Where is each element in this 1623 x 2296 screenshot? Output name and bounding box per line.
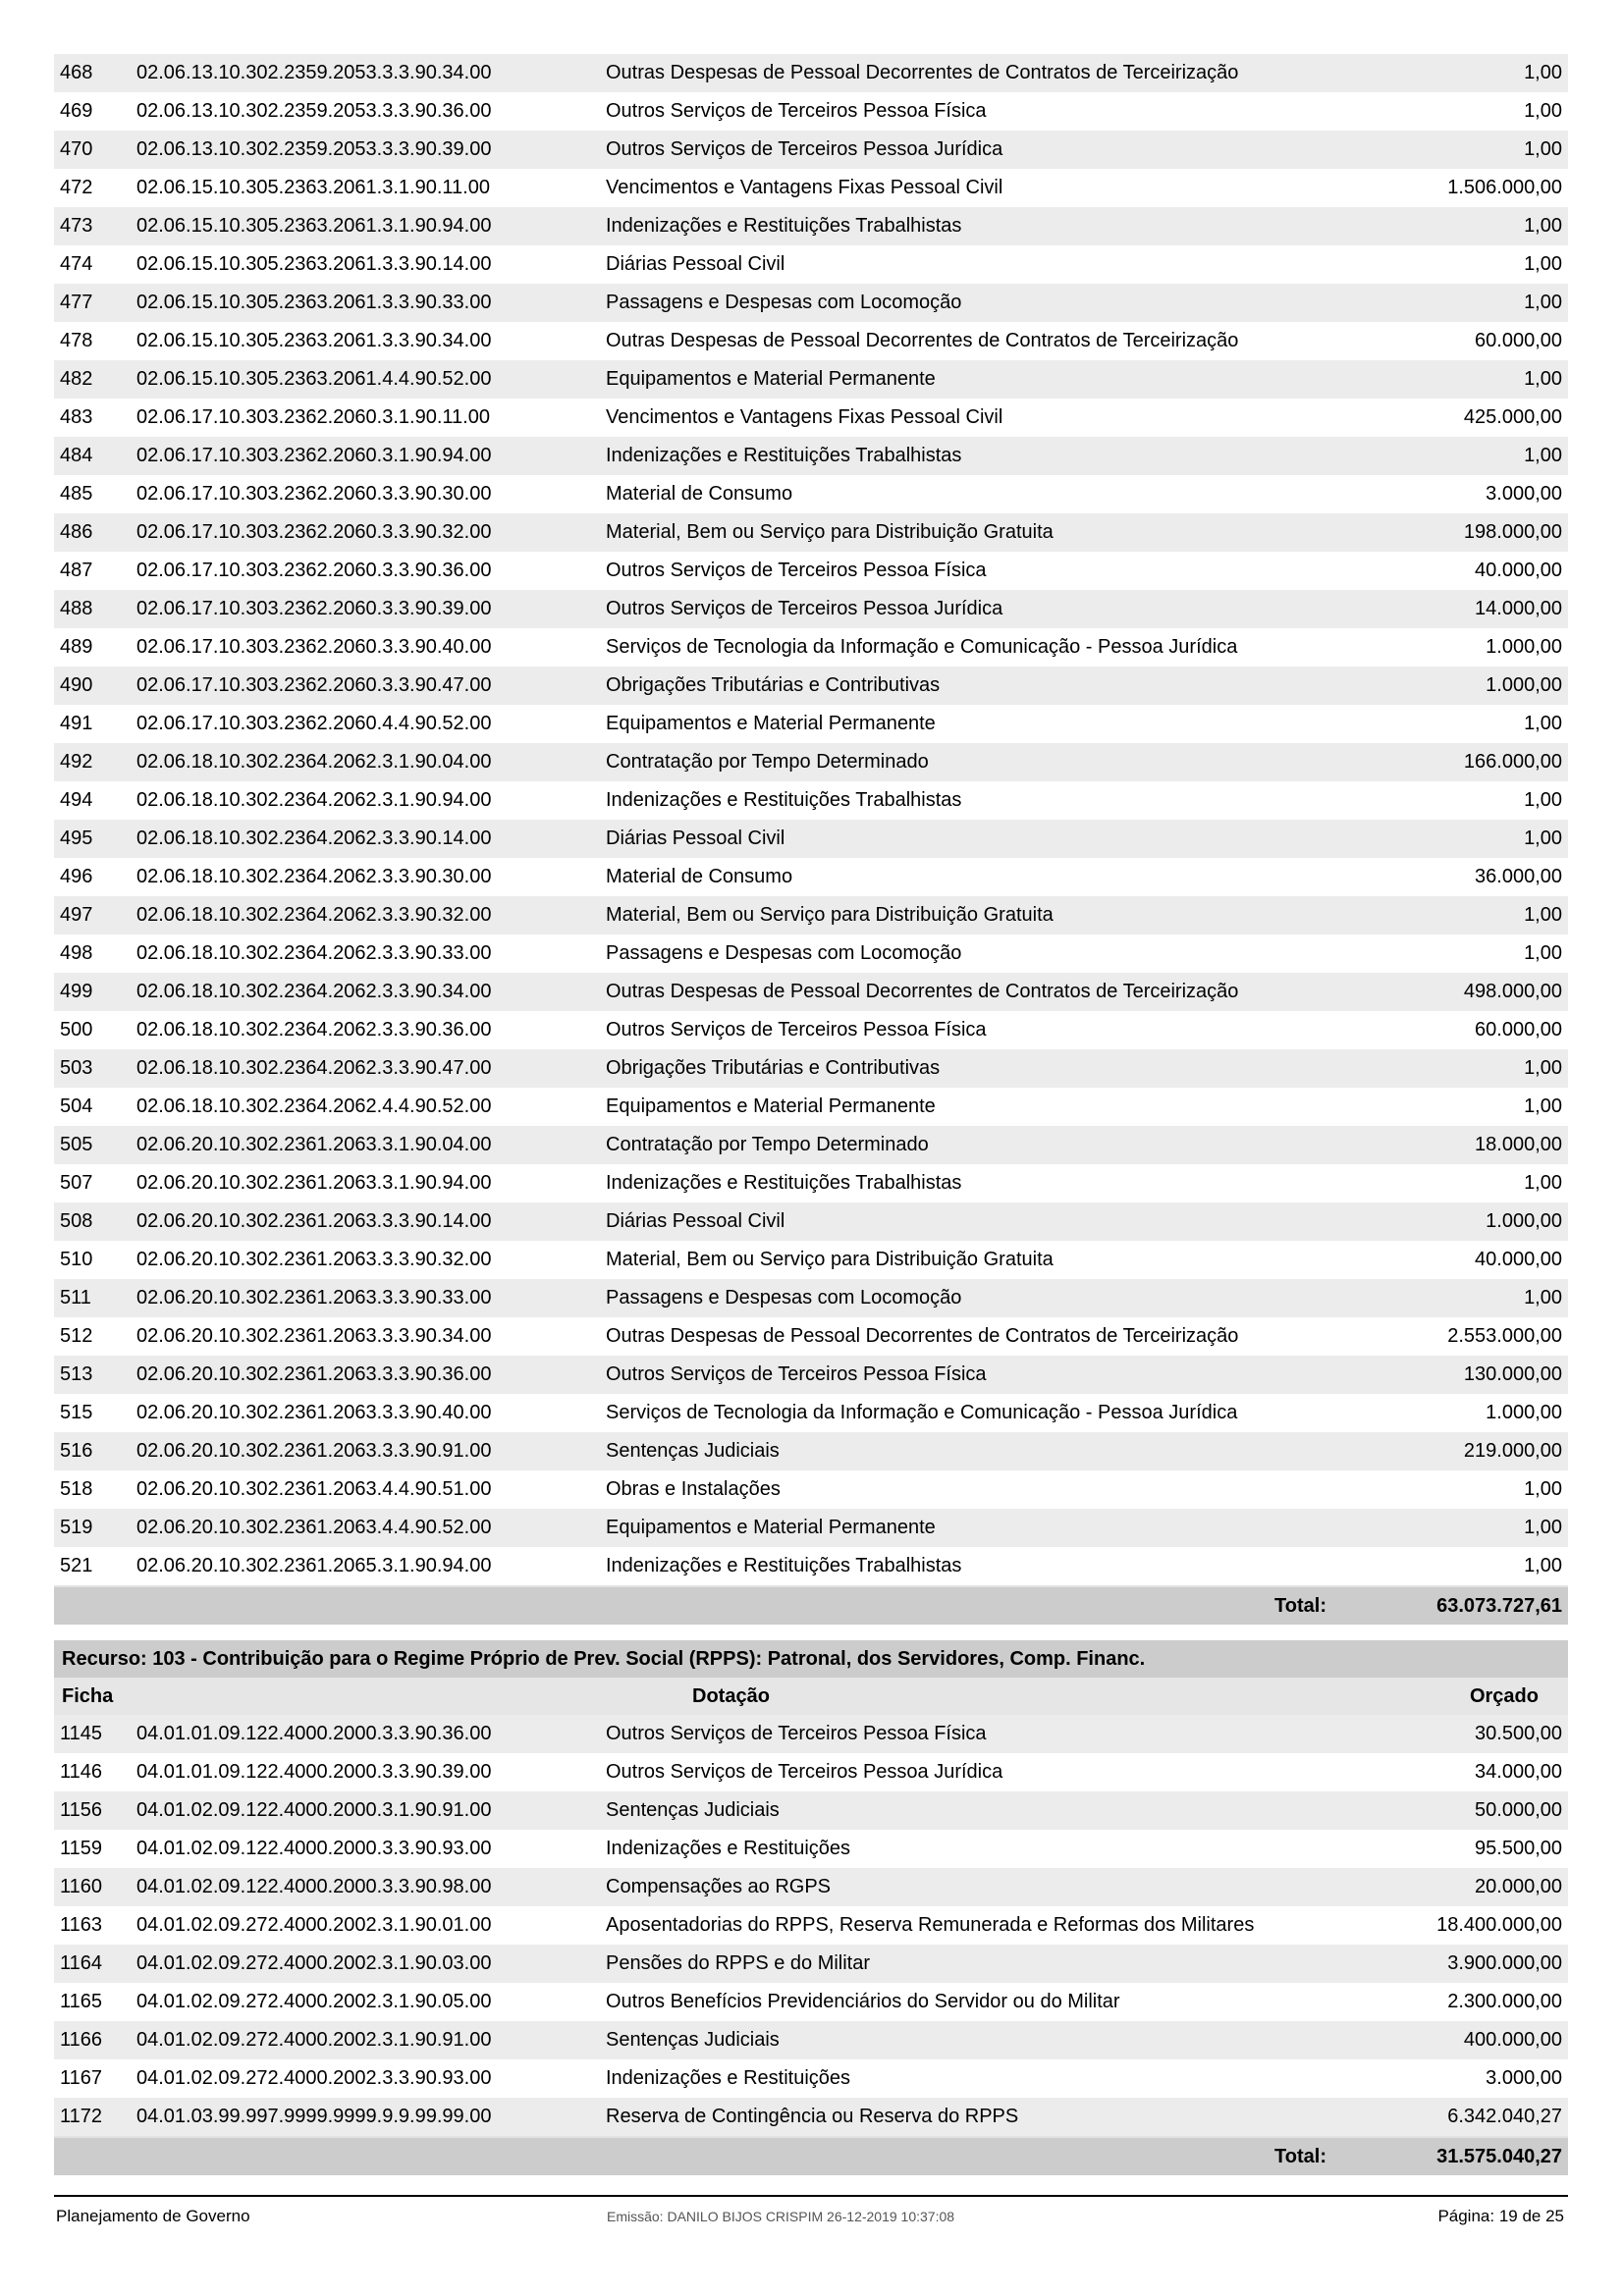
row-ficha: 513 [54,1356,136,1394]
row-dotacao-code: 02.06.17.10.303.2362.2060.4.4.90.52.00 [136,705,606,743]
row-ficha: 483 [54,399,136,437]
header-dotacao: Dotação [692,1685,770,1707]
row-dotacao-code: 04.01.02.09.122.4000.2000.3.1.90.91.00 [136,1791,606,1830]
table-row [54,1202,1568,1241]
total-label: Total: [1274,2146,1326,2167]
row-ficha: 1146 [54,1753,136,1791]
table-row [54,1049,1568,1088]
table-row [54,2059,1568,2098]
section1-total-bar [54,1585,1568,1625]
row-description: Material de Consumo [606,858,1391,896]
row-dotacao-code: 02.06.13.10.302.2359.2053.3.3.90.34.00 [136,54,606,92]
row-dotacao-code: 02.06.17.10.303.2362.2060.3.1.90.94.00 [136,437,606,475]
row-description: Indenizações e Restituições [606,2059,1391,2098]
row-description: Equipamentos e Material Permanente [606,1088,1391,1126]
row-ficha: 485 [54,475,136,513]
row-description: Outros Serviços de Terceiros Pessoa Jurídica [606,590,1391,628]
row-dotacao-code: 02.06.18.10.302.2364.2062.3.3.90.34.00 [136,973,606,1011]
row-value: 1,00 [1391,245,1568,284]
row-description: Equipamentos e Material Permanente [606,360,1391,399]
row-dotacao-code: 02.06.18.10.302.2364.2062.4.4.90.52.00 [136,1088,606,1126]
row-dotacao-code: 04.01.01.09.122.4000.2000.3.3.90.39.00 [136,1753,606,1791]
row-value: 425.000,00 [1391,399,1568,437]
row-description: Indenizações e Restituições Trabalhistas [606,207,1391,245]
row-value: 14.000,00 [1391,590,1568,628]
row-ficha: 508 [54,1202,136,1241]
row-description: Obrigações Tributárias e Contributivas [606,1049,1391,1088]
recurso-header: Recurso: 103 - Contribuição para o Regime Próprio de Prev. Social (RPPS): Patronal, dos Servidores, Comp. Financ. [54,1640,1568,1678]
row-dotacao-code: 02.06.15.10.305.2363.2061.3.3.90.14.00 [136,245,606,284]
table-row [54,1983,1568,2021]
table-row [54,667,1568,705]
row-description: Diárias Pessoal Civil [606,1202,1391,1241]
total-value: 63.073.727,61 [1436,1595,1562,1617]
row-dotacao-code: 02.06.18.10.302.2364.2062.3.1.90.04.00 [136,743,606,781]
row-value: 20.000,00 [1391,1868,1568,1906]
row-description: Indenizações e Restituições [606,1830,1391,1868]
footer-emission: Emissão: DANILO BIJOS CRISPIM 26-12-2019 10:37:08 [607,2209,955,2224]
row-value: 50.000,00 [1391,1791,1568,1830]
row-value: 1,00 [1391,92,1568,131]
table-row [54,628,1568,667]
row-dotacao-code: 04.01.02.09.272.4000.2002.3.3.90.93.00 [136,2059,606,2098]
row-ficha: 518 [54,1470,136,1509]
row-dotacao-code: 02.06.20.10.302.2361.2063.3.3.90.33.00 [136,1279,606,1317]
row-ficha: 516 [54,1432,136,1470]
table-row [54,781,1568,820]
row-dotacao-code: 02.06.13.10.302.2359.2053.3.3.90.39.00 [136,131,606,169]
row-dotacao-code: 02.06.13.10.302.2359.2053.3.3.90.36.00 [136,92,606,131]
row-description: Outros Serviços de Terceiros Pessoa Física [606,92,1391,131]
row-value: 166.000,00 [1391,743,1568,781]
row-value: 95.500,00 [1391,1830,1568,1868]
row-description: Indenizações e Restituições Trabalhistas [606,781,1391,820]
row-description: Diárias Pessoal Civil [606,820,1391,858]
row-ficha: 486 [54,513,136,552]
table-row [54,1241,1568,1279]
row-description: Outros Benefícios Previdenciários do Servidor ou do Militar [606,1983,1391,2021]
row-dotacao-code: 02.06.18.10.302.2364.2062.3.1.90.94.00 [136,781,606,820]
row-dotacao-code: 02.06.20.10.302.2361.2063.3.3.90.34.00 [136,1317,606,1356]
row-dotacao-code: 04.01.03.99.997.9999.9999.9.9.99.99.00 [136,2098,606,2136]
row-value: 1,00 [1391,1164,1568,1202]
row-dotacao-code: 02.06.20.10.302.2361.2063.3.3.90.36.00 [136,1356,606,1394]
row-value: 1,00 [1391,131,1568,169]
page-footer [54,2195,1568,2225]
row-value: 3.000,00 [1391,475,1568,513]
table-row [54,552,1568,590]
row-value: 18.000,00 [1391,1126,1568,1164]
row-value: 1,00 [1391,1547,1568,1585]
row-value: 1,00 [1391,54,1568,92]
row-value: 1.506.000,00 [1391,169,1568,207]
table-row [54,1945,1568,1983]
row-ficha: 1167 [54,2059,136,2098]
row-ficha: 1159 [54,1830,136,1868]
row-value: 1,00 [1391,1509,1568,1547]
row-dotacao-code: 02.06.17.10.303.2362.2060.3.3.90.36.00 [136,552,606,590]
row-description: Indenizações e Restituições Trabalhistas [606,1164,1391,1202]
row-description: Sentenças Judiciais [606,1791,1391,1830]
table-row [54,54,1568,92]
section1-rows [54,54,1568,1585]
row-ficha: 484 [54,437,136,475]
row-value: 1,00 [1391,1279,1568,1317]
row-ficha: 511 [54,1279,136,1317]
row-description: Outros Serviços de Terceiros Pessoa Jurídica [606,131,1391,169]
row-description: Outros Serviços de Terceiros Pessoa Física [606,1356,1391,1394]
row-description: Outras Despesas de Pessoal Decorrentes de Contratos de Terceirização [606,54,1391,92]
row-value: 36.000,00 [1391,858,1568,896]
row-dotacao-code: 02.06.17.10.303.2362.2060.3.3.90.30.00 [136,475,606,513]
row-description: Pensões do RPPS e do Militar [606,1945,1391,1983]
row-value: 3.900.000,00 [1391,1945,1568,1983]
row-ficha: 490 [54,667,136,705]
table-row [54,2021,1568,2059]
row-description: Material, Bem ou Serviço para Distribuição Gratuita [606,1241,1391,1279]
row-dotacao-code: 02.06.17.10.303.2362.2060.3.1.90.11.00 [136,399,606,437]
table-row [54,360,1568,399]
row-dotacao-code: 02.06.20.10.302.2361.2063.3.3.90.32.00 [136,1241,606,1279]
table-row [54,322,1568,360]
row-ficha: 503 [54,1049,136,1088]
footer-page-number: Página: 19 de 25 [1437,2207,1564,2225]
total-value: 31.575.040,27 [1436,2146,1562,2167]
row-ficha: 491 [54,705,136,743]
row-value: 40.000,00 [1391,1241,1568,1279]
table-row [54,1715,1568,1753]
row-description: Equipamentos e Material Permanente [606,1509,1391,1547]
row-description: Compensações ao RGPS [606,1868,1391,1906]
table-row [54,1432,1568,1470]
row-description: Diárias Pessoal Civil [606,245,1391,284]
table-row [54,1830,1568,1868]
row-dotacao-code: 02.06.18.10.302.2364.2062.3.3.90.47.00 [136,1049,606,1088]
row-value: 1,00 [1391,1088,1568,1126]
row-value: 1,00 [1391,284,1568,322]
row-description: Obras e Instalações [606,1470,1391,1509]
row-ficha: 494 [54,781,136,820]
row-dotacao-code: 02.06.20.10.302.2361.2063.3.3.90.14.00 [136,1202,606,1241]
row-value: 400.000,00 [1391,2021,1568,2059]
table-row [54,1164,1568,1202]
table-row [54,1470,1568,1509]
row-description: Aposentadorias do RPPS, Reserva Remunerada e Reformas dos Militares [606,1906,1391,1945]
table-row [54,131,1568,169]
row-dotacao-code: 04.01.02.09.122.4000.2000.3.3.90.93.00 [136,1830,606,1868]
row-description: Sentenças Judiciais [606,1432,1391,1470]
section1-table [54,54,1568,1585]
row-ficha: 1160 [54,1868,136,1906]
footer-department: Planejamento de Governo [56,2207,250,2225]
table-row [54,1753,1568,1791]
row-ficha: 1163 [54,1906,136,1945]
row-value: 3.000,00 [1391,2059,1568,2098]
row-dotacao-code: 02.06.15.10.305.2363.2061.3.3.90.34.00 [136,322,606,360]
row-dotacao-code: 02.06.15.10.305.2363.2061.3.1.90.94.00 [136,207,606,245]
row-dotacao-code: 04.01.02.09.272.4000.2002.3.1.90.01.00 [136,1906,606,1945]
row-description: Material, Bem ou Serviço para Distribuição Gratuita [606,896,1391,934]
row-ficha: 487 [54,552,136,590]
row-ficha: 469 [54,92,136,131]
table-row [54,1394,1568,1432]
report-page [54,54,1568,2175]
row-dotacao-code: 02.06.20.10.302.2361.2063.3.1.90.04.00 [136,1126,606,1164]
table-row [54,437,1568,475]
row-dotacao-code: 04.01.02.09.272.4000.2002.3.1.90.03.00 [136,1945,606,1983]
row-value: 2.300.000,00 [1391,1983,1568,2021]
row-ficha: 521 [54,1547,136,1585]
row-ficha: 477 [54,284,136,322]
row-value: 1,00 [1391,781,1568,820]
row-dotacao-code: 02.06.18.10.302.2364.2062.3.3.90.32.00 [136,896,606,934]
table-row [54,1906,1568,1945]
row-ficha: 1165 [54,1983,136,2021]
table-row [54,1011,1568,1049]
row-description: Vencimentos e Vantagens Fixas Pessoal Civil [606,169,1391,207]
row-value: 1.000,00 [1391,667,1568,705]
row-dotacao-code: 02.06.15.10.305.2363.2061.3.3.90.33.00 [136,284,606,322]
total-label: Total: [1274,1595,1326,1617]
row-value: 2.553.000,00 [1391,1317,1568,1356]
row-description: Outras Despesas de Pessoal Decorrentes de Contratos de Terceirização [606,1317,1391,1356]
table-row [54,590,1568,628]
table-row [54,973,1568,1011]
row-dotacao-code: 02.06.20.10.302.2361.2063.4.4.90.52.00 [136,1509,606,1547]
row-description: Equipamentos e Material Permanente [606,705,1391,743]
row-value: 1,00 [1391,207,1568,245]
row-description: Vencimentos e Vantagens Fixas Pessoal Civil [606,399,1391,437]
row-dotacao-code: 02.06.17.10.303.2362.2060.3.3.90.47.00 [136,667,606,705]
table-row [54,475,1568,513]
row-ficha: 470 [54,131,136,169]
row-dotacao-code: 04.01.01.09.122.4000.2000.3.3.90.36.00 [136,1715,606,1753]
table-row [54,1509,1568,1547]
row-value: 1,00 [1391,820,1568,858]
row-dotacao-code: 02.06.20.10.302.2361.2063.3.3.90.40.00 [136,1394,606,1432]
row-value: 18.400.000,00 [1391,1906,1568,1945]
row-description: Outros Serviços de Terceiros Pessoa Física [606,552,1391,590]
row-ficha: 507 [54,1164,136,1202]
row-ficha: 504 [54,1088,136,1126]
row-value: 1.000,00 [1391,1202,1568,1241]
row-value: 1,00 [1391,896,1568,934]
table-row [54,820,1568,858]
row-description: Serviços de Tecnologia da Informação e Comunicação - Pessoa Jurídica [606,1394,1391,1432]
row-value: 34.000,00 [1391,1753,1568,1791]
row-dotacao-code: 02.06.17.10.303.2362.2060.3.3.90.39.00 [136,590,606,628]
row-ficha: 1166 [54,2021,136,2059]
row-ficha: 492 [54,743,136,781]
row-description: Passagens e Despesas com Locomoção [606,1279,1391,1317]
row-value: 60.000,00 [1391,1011,1568,1049]
row-description: Contratação por Tempo Determinado [606,1126,1391,1164]
row-value: 219.000,00 [1391,1432,1568,1470]
row-dotacao-code: 04.01.02.09.272.4000.2002.3.1.90.91.00 [136,2021,606,2059]
row-description: Outros Serviços de Terceiros Pessoa Física [606,1011,1391,1049]
row-description: Outras Despesas de Pessoal Decorrentes de Contratos de Terceirização [606,973,1391,1011]
row-description: Obrigações Tributárias e Contributivas [606,667,1391,705]
row-ficha: 505 [54,1126,136,1164]
row-description: Contratação por Tempo Determinado [606,743,1391,781]
row-value: 1.000,00 [1391,1394,1568,1432]
row-description: Outros Serviços de Terceiros Pessoa Física [606,1715,1391,1753]
row-value: 1,00 [1391,360,1568,399]
row-ficha: 510 [54,1241,136,1279]
table-row [54,1547,1568,1585]
table-row [54,92,1568,131]
table-row [54,1088,1568,1126]
table-row [54,399,1568,437]
row-ficha: 472 [54,169,136,207]
table-row [54,858,1568,896]
header-orcado: Orçado [1469,1685,1539,1707]
table-row [54,1279,1568,1317]
column-header [54,1678,1568,1715]
row-ficha: 512 [54,1317,136,1356]
row-ficha: 1172 [54,2098,136,2136]
table-row [54,1791,1568,1830]
row-ficha: 468 [54,54,136,92]
table-row [54,1356,1568,1394]
row-ficha: 498 [54,934,136,973]
table-row [54,1868,1568,1906]
section2-rows [54,1715,1568,2136]
row-value: 1,00 [1391,705,1568,743]
row-dotacao-code: 02.06.20.10.302.2361.2065.3.1.90.94.00 [136,1547,606,1585]
row-description: Passagens e Despesas com Locomoção [606,284,1391,322]
row-ficha: 499 [54,973,136,1011]
row-description: Indenizações e Restituições Trabalhistas [606,1547,1391,1585]
row-description: Passagens e Despesas com Locomoção [606,934,1391,973]
row-ficha: 489 [54,628,136,667]
row-dotacao-code: 02.06.18.10.302.2364.2062.3.3.90.14.00 [136,820,606,858]
row-dotacao-code: 02.06.15.10.305.2363.2061.4.4.90.52.00 [136,360,606,399]
section2-total-bar [54,2136,1568,2175]
table-row [54,2098,1568,2136]
row-value: 40.000,00 [1391,552,1568,590]
row-ficha: 519 [54,1509,136,1547]
row-dotacao-code: 02.06.20.10.302.2361.2063.3.3.90.91.00 [136,1432,606,1470]
row-value: 130.000,00 [1391,1356,1568,1394]
row-ficha: 515 [54,1394,136,1432]
table-row [54,169,1568,207]
row-ficha: 474 [54,245,136,284]
row-dotacao-code: 02.06.17.10.303.2362.2060.3.3.90.40.00 [136,628,606,667]
row-description: Indenizações e Restituições Trabalhistas [606,437,1391,475]
row-ficha: 488 [54,590,136,628]
table-row [54,1126,1568,1164]
row-description: Sentenças Judiciais [606,2021,1391,2059]
row-dotacao-code: 02.06.20.10.302.2361.2063.3.1.90.94.00 [136,1164,606,1202]
row-dotacao-code: 04.01.02.09.122.4000.2000.3.3.90.98.00 [136,1868,606,1906]
row-dotacao-code: 02.06.18.10.302.2364.2062.3.3.90.36.00 [136,1011,606,1049]
row-ficha: 1164 [54,1945,136,1983]
row-ficha: 478 [54,322,136,360]
table-row [54,513,1568,552]
row-dotacao-code: 02.06.17.10.303.2362.2060.3.3.90.32.00 [136,513,606,552]
table-row [54,1317,1568,1356]
row-dotacao-code: 02.06.18.10.302.2364.2062.3.3.90.33.00 [136,934,606,973]
table-row [54,207,1568,245]
row-value: 30.500,00 [1391,1715,1568,1753]
table-row [54,245,1568,284]
row-value: 1,00 [1391,437,1568,475]
row-description: Reserva de Contingência ou Reserva do RPPS [606,2098,1391,2136]
row-value: 6.342.040,27 [1391,2098,1568,2136]
header-ficha: Ficha [62,1685,114,1707]
section2-table [54,1715,1568,2136]
row-ficha: 500 [54,1011,136,1049]
row-value: 1.000,00 [1391,628,1568,667]
row-dotacao-code: 02.06.15.10.305.2363.2061.3.1.90.11.00 [136,169,606,207]
row-value: 198.000,00 [1391,513,1568,552]
row-dotacao-code: 04.01.02.09.272.4000.2002.3.1.90.05.00 [136,1983,606,2021]
table-row [54,934,1568,973]
row-ficha: 497 [54,896,136,934]
row-value: 60.000,00 [1391,322,1568,360]
row-ficha: 495 [54,820,136,858]
table-row [54,896,1568,934]
row-value: 1,00 [1391,934,1568,973]
row-ficha: 482 [54,360,136,399]
row-description: Serviços de Tecnologia da Informação e Comunicação - Pessoa Jurídica [606,628,1391,667]
row-value: 1,00 [1391,1049,1568,1088]
row-dotacao-code: 02.06.18.10.302.2364.2062.3.3.90.30.00 [136,858,606,896]
row-description: Material, Bem ou Serviço para Distribuição Gratuita [606,513,1391,552]
row-value: 1,00 [1391,1470,1568,1509]
table-row [54,743,1568,781]
table-row [54,284,1568,322]
row-ficha: 473 [54,207,136,245]
row-description: Outras Despesas de Pessoal Decorrentes de Contratos de Terceirização [606,322,1391,360]
row-ficha: 496 [54,858,136,896]
row-value: 498.000,00 [1391,973,1568,1011]
table-row [54,705,1568,743]
row-description: Material de Consumo [606,475,1391,513]
row-ficha: 1145 [54,1715,136,1753]
row-ficha: 1156 [54,1791,136,1830]
row-description: Outros Serviços de Terceiros Pessoa Jurídica [606,1753,1391,1791]
row-dotacao-code: 02.06.20.10.302.2361.2063.4.4.90.51.00 [136,1470,606,1509]
